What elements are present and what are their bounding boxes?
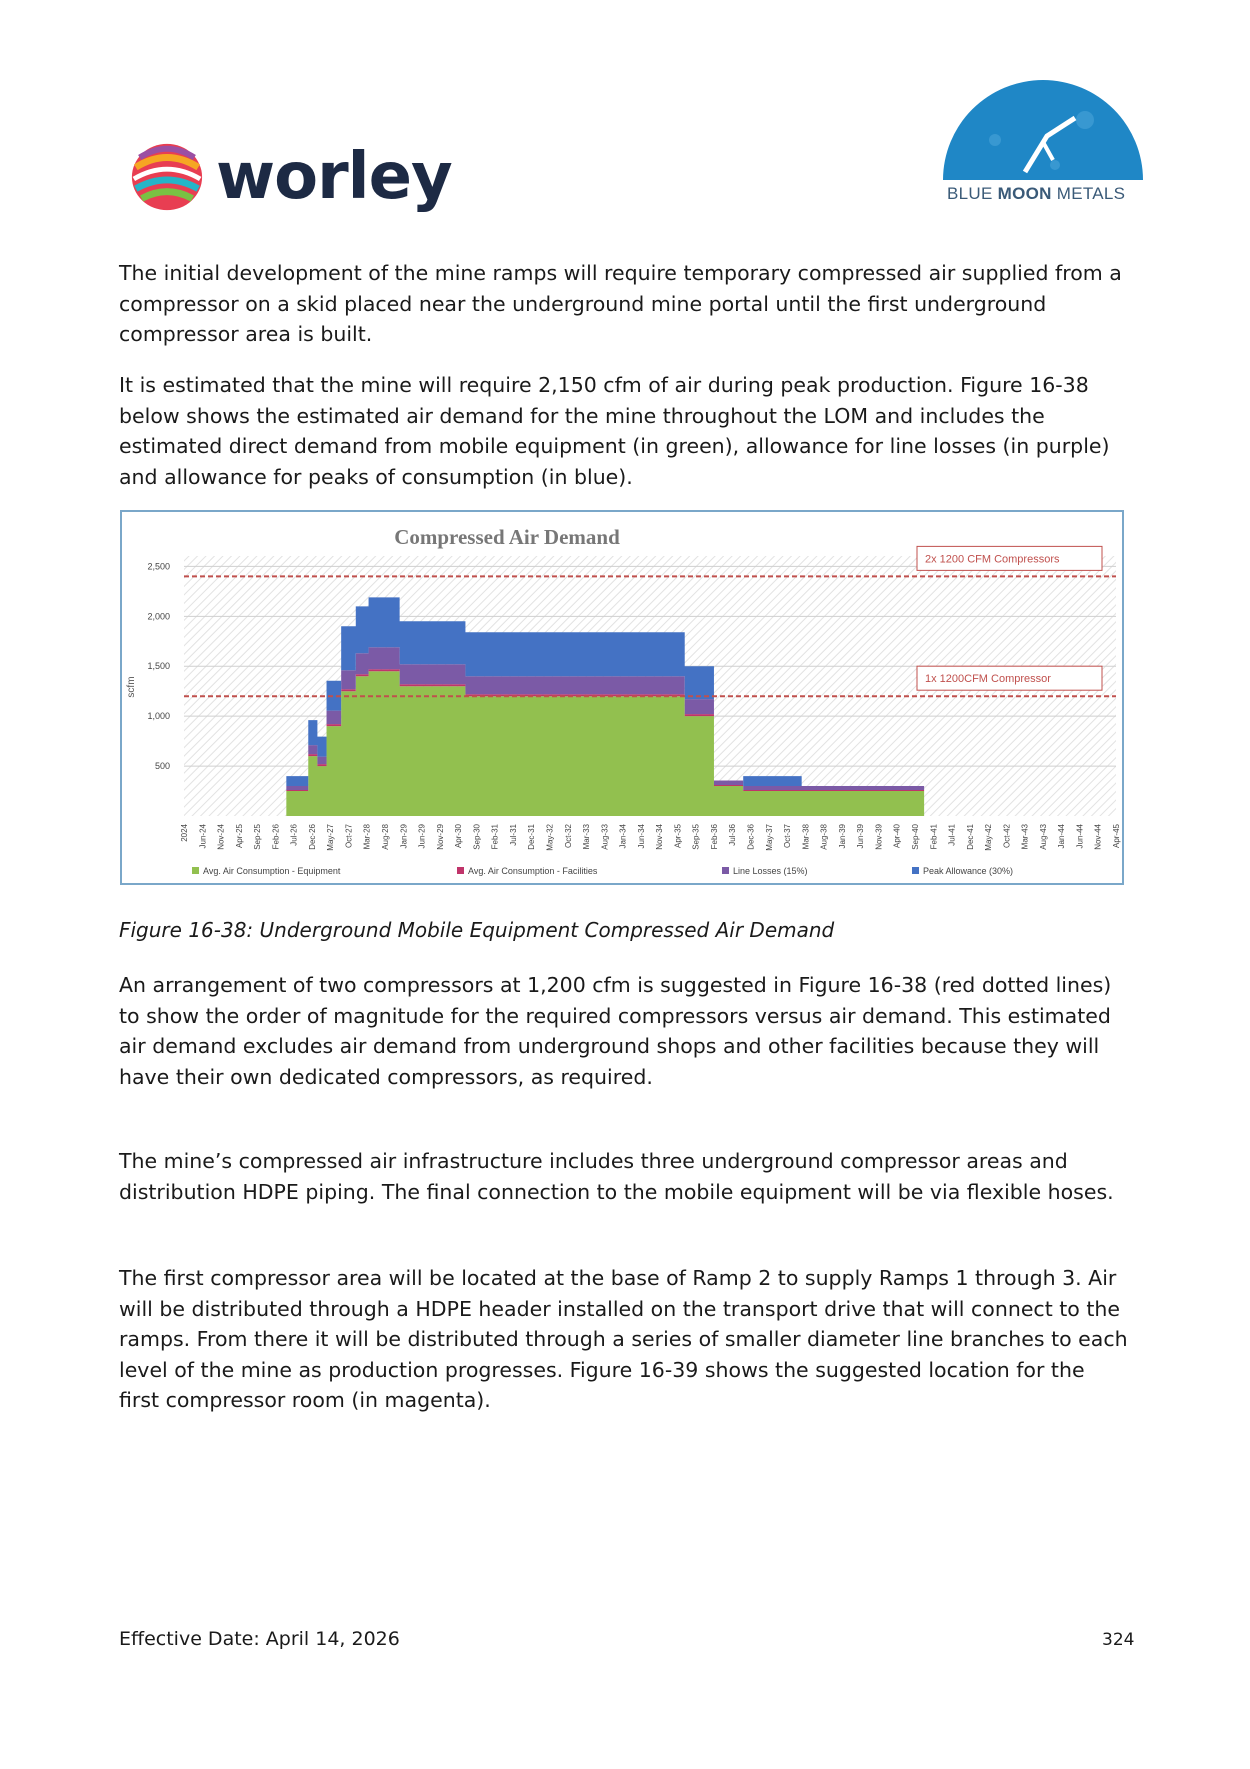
paragraph-3: An arrangement of two compressors at 1,200 cfm is suggested in Figure 16-38 (red dotted lines) to show the order of magnitude for the required compressors versus air demand. This estimated air demand excludes air demand from underground shops and other facilities because they will have their own dedicated compressors, as required. (119, 973, 1112, 1089)
x-tick-label: Jul-41 (947, 824, 957, 846)
x-tick-label: Jul-36 (728, 824, 738, 846)
x-tick-label: Feb-26 (271, 824, 281, 850)
x-tick-label: Nov-44 (1093, 824, 1103, 850)
legend-swatch (722, 867, 729, 874)
x-tick-label: Oct-32 (563, 824, 573, 849)
x-tick-label: Oct-27 (344, 824, 354, 849)
legend-label: Avg. Air Consumption - Facilities (468, 866, 598, 876)
x-tick-label: Sep-25 (253, 824, 263, 850)
x-tick-label: Sep-40 (910, 824, 920, 850)
legend-swatch (912, 867, 919, 874)
x-tick-label: Feb-31 (490, 824, 500, 850)
worley-swirl-icon (128, 138, 206, 216)
x-tick-label: Dec-36 (746, 824, 756, 850)
x-tick-label: Jan-29 (399, 824, 409, 849)
x-tick-label: Jun-44 (1075, 824, 1085, 849)
x-tick-label: Sep-30 (472, 824, 482, 850)
footer-page-number: 324 (1102, 1630, 1135, 1650)
y-tick-label: 2,000 (147, 611, 170, 622)
x-tick-label: Oct-37 (783, 824, 793, 849)
x-tick-label: Aug-33 (600, 824, 610, 850)
x-tick-label: Dec-26 (307, 824, 317, 850)
x-tick-label: Jun-39 (856, 824, 866, 849)
x-tick-label: Jun-34 (636, 824, 646, 849)
x-tick-label: Nov-24 (216, 824, 226, 850)
x-tick-label: Mar-38 (801, 824, 811, 850)
x-tick-label: Feb-41 (929, 824, 939, 850)
paragraph-5: The first compressor area will be located at the base of Ramp 2 to supply Ramps 1 through 3. Air will be distributed through a HDPE header installed on the transport drive that will connect to the ramps. From there it will be distributed through a series of smaller diameter line branches to each level of the mine as production progresses. Figure 16-39 shows the suggested location for the first compressor room (in magenta). (119, 1266, 1128, 1412)
reference-line-label: 2x 1200 CFM Compressors (925, 553, 1060, 566)
paragraph-4: The mine’s compressed air infrastructure includes three underground compressor areas and distribution HDPE piping. The final connection to the mobile equipment will be via flexible hoses. (119, 1149, 1114, 1204)
x-tick-label: Mar-33 (582, 824, 592, 850)
x-tick-label: Apr-40 (892, 824, 902, 849)
worley-wordmark: worley (216, 140, 452, 214)
page-header (0, 0, 1250, 240)
figure-caption: Figure 16-38: Underground Mobile Equipment Compressed Air Demand (119, 918, 835, 942)
x-tick-label: Apr-25 (234, 824, 244, 849)
compressed-air-demand-chart (120, 510, 1124, 885)
x-tick-label: Apr-45 (1112, 824, 1121, 849)
x-tick-label: Aug-38 (819, 824, 829, 850)
x-tick-label: Jan-44 (1057, 824, 1067, 849)
paragraph-1: The initial development of the mine ramps will require temporary compressed air supplied from a compressor on a skid placed near the underground mine portal until the first underground compressor area is built. (119, 261, 1122, 346)
reference-line-label: 1x 1200CFM Compressor (925, 673, 1051, 686)
x-tick-label: Jan-39 (837, 824, 847, 849)
x-tick-label: Jan-34 (618, 824, 628, 849)
x-tick-label: May-32 (545, 824, 555, 851)
y-tick-label: 1,500 (147, 661, 170, 672)
y-tick-label: 2,500 (147, 561, 170, 572)
x-tick-label: Jun-24 (198, 824, 208, 849)
x-tick-label: Dec-31 (527, 824, 537, 850)
x-tick-label: Apr-30 (454, 824, 464, 849)
x-tick-label: Feb-36 (709, 824, 719, 850)
legend-swatch (457, 867, 464, 874)
x-tick-label: Oct-42 (1002, 824, 1012, 849)
x-tick-label: Aug-43 (1038, 824, 1048, 850)
x-tick-label: Mar-28 (362, 824, 372, 850)
chart-title: Compressed Air Demand (394, 525, 620, 549)
y-tick-label: 1,000 (147, 711, 170, 722)
x-tick-label: Nov-39 (874, 824, 884, 850)
y-tick-label: 500 (154, 761, 170, 772)
x-tick-label: Mar-43 (1020, 824, 1030, 850)
x-tick-label: 2024 (180, 824, 189, 842)
x-tick-label: May-27 (326, 824, 336, 851)
x-tick-label: Jul-26 (289, 824, 299, 846)
worley-logo (128, 138, 452, 216)
x-tick-label: Nov-34 (655, 824, 665, 850)
x-tick-label: May-37 (764, 824, 774, 851)
x-tick-label: Aug-28 (381, 824, 391, 850)
x-tick-label: Apr-35 (673, 824, 683, 849)
legend-swatch (192, 867, 199, 874)
x-tick-label: Dec-41 (965, 824, 975, 850)
chart-svg (122, 512, 1122, 883)
legend-label: Peak Allowance (30%) (923, 866, 1014, 876)
legend-label: Avg. Air Consumption - Equipment (203, 866, 341, 876)
blue-moon-metals-wordmark: BLUE MOON METALS (947, 184, 1126, 203)
y-axis-label: scfm (126, 676, 137, 698)
x-tick-label: Sep-35 (691, 824, 701, 850)
x-tick-label: Jul-31 (508, 824, 518, 846)
x-tick-label: Jun-29 (417, 824, 427, 849)
legend-label: Line Losses (15%) (733, 866, 808, 876)
x-tick-label: May-42 (984, 824, 994, 851)
x-tick-label: Nov-29 (435, 824, 445, 850)
footer-effective-date: Effective Date: April 14, 2026 (119, 1628, 400, 1650)
paragraph-2: It is estimated that the mine will require 2,150 cfm of air during peak production. Figure 16-38 below shows the estimated air demand for the mine throughout the LOM and includes the estimated direct demand from mobile equipment (in green), allowance for line losses (in purple) and allowance for peaks of consumption (in blue). (119, 373, 1110, 489)
